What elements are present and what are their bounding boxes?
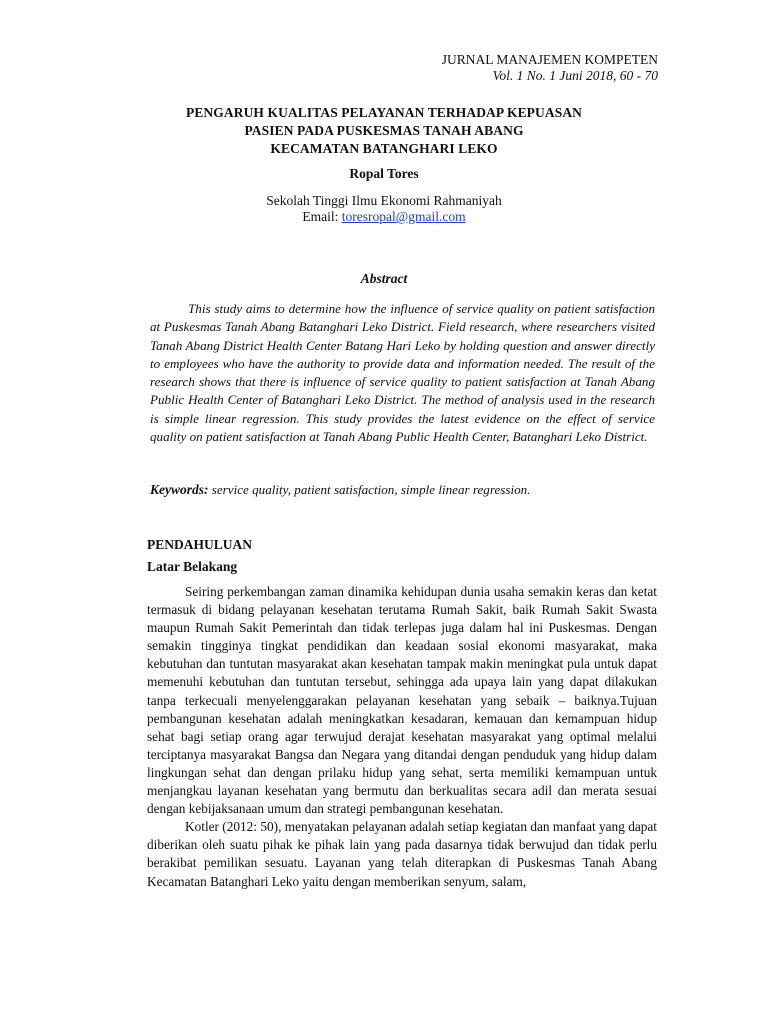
institution: Sekolah Tinggi Ilmu Ekonomi Rahmaniyah [266, 193, 502, 208]
section-heading: PENDAHULUAN [147, 537, 253, 552]
journal-volume: Vol. 1 No. 1 Juni 2018, 60 - 70 [492, 68, 658, 83]
affiliation [0, 193, 768, 225]
abstract-content: This study aims to determine how the influence of service quality on patient satisfaction at Puskesmas Tanah Abang Batanghari Leko District. Field research, where researchers visited Tanah Abang District Health Center Batang Hari Leko by holding question and answer directly to employees who have the authority to provide data and information needed. The result of the research shows that there is influence of service quality to patient satisfaction at Tanah Abang Public Health Center of Batanghari Leko District. The method of analysis used in the research is simple linear regression. This study provides the latest evidence on the effect of service quality on patient satisfaction at Tanah Abang Public Health Center, Batanghari Leko District. [150, 301, 655, 445]
journal-header [442, 52, 658, 84]
title-line-1: PENGARUH KUALITAS PELAYANAN TERHADAP KEPUASAN [185, 105, 583, 120]
paper-title [0, 104, 768, 158]
paragraph-2: Kotler (2012: 50), menyatakan pelayanan adalah setiap kegiatan dan manfaat yang dapat diberikan oleh suatu pihak ke pihak lain yang pada dasarnya tidak berwujud dan tidak perlu berakibat pemilikan sesuatu. Layanan yang telah diterapkan di Puskesmas Tanah Abang Kecamatan Batanghari Leko yaitu dengan memberikan senyum, salam, [147, 819, 657, 889]
title-line-3: KECAMATAN BATANGHARI LEKO [270, 141, 498, 156]
journal-name: JURNAL MANAJEMEN KOMPETEN [441, 52, 658, 67]
abstract-heading: Abstract [360, 271, 408, 286]
body-text [147, 583, 657, 891]
section-subheading: Latar Belakang [147, 559, 238, 574]
keywords-label: Keywords: [150, 482, 209, 497]
keywords [150, 482, 655, 498]
title-line-2: PASIEN PADA PUSKESMAS TANAH ABANG [244, 123, 524, 138]
author-name: Ropal Tores [349, 166, 419, 181]
keywords-text: service quality, patient satisfaction, simple linear regression. [208, 482, 531, 497]
paragraph-1: Seiring perkembangan zaman dinamika kehidupan dunia usaha semakin keras dan ketat termasuk di bidang pelayanan kesehatan terutama Rumah Sakit, baik Rumah Sakit Swasta maupun Rumah Sakit Pemerintah dan tidak terlepas juga dalam hal ini Puskesmas. Dengan semakin tingginya tingkat pendidikan dan keadaan sosial ekonomi masyarakat, maka kebutuhan dan tuntutan masyarakat akan kesehatan tampak makin meningkat pula untuk dapat memenuhi kebutuhan dan tuntutan tersebut, sehingga ada upaya lain yang dapat dilakukan tanpa terkecuali menyelenggarakan pelayanan kesehatan yang sebaik – baiknya.Tujuan pembangunan kesehatan adalah meningkatkan kesadaran, kemauan dan kemampuan hidup sehat bagi setiap orang agar terwujud derajat kesehatan masyarakat yang optimal melalui terciptanya masyarakat Bangsa dan Negara yang ditandai dengan penduduk yang hidup dalam lingkungan sehat dan dengan prilaku hidup yang sehat, serta memiliki kemampuan untuk menjangkau layanan kesehatan yang bermutu dan berkualitas secara adil dan merata sesuai dengan kebijaksanaan umum dan strategi pembangunan kesehatan. [147, 584, 657, 817]
abstract-text [150, 300, 655, 446]
email-line [0, 209, 768, 225]
email-label: Email: [302, 209, 342, 224]
email-link[interactable]: toresropal@gmail.com [341, 209, 466, 224]
